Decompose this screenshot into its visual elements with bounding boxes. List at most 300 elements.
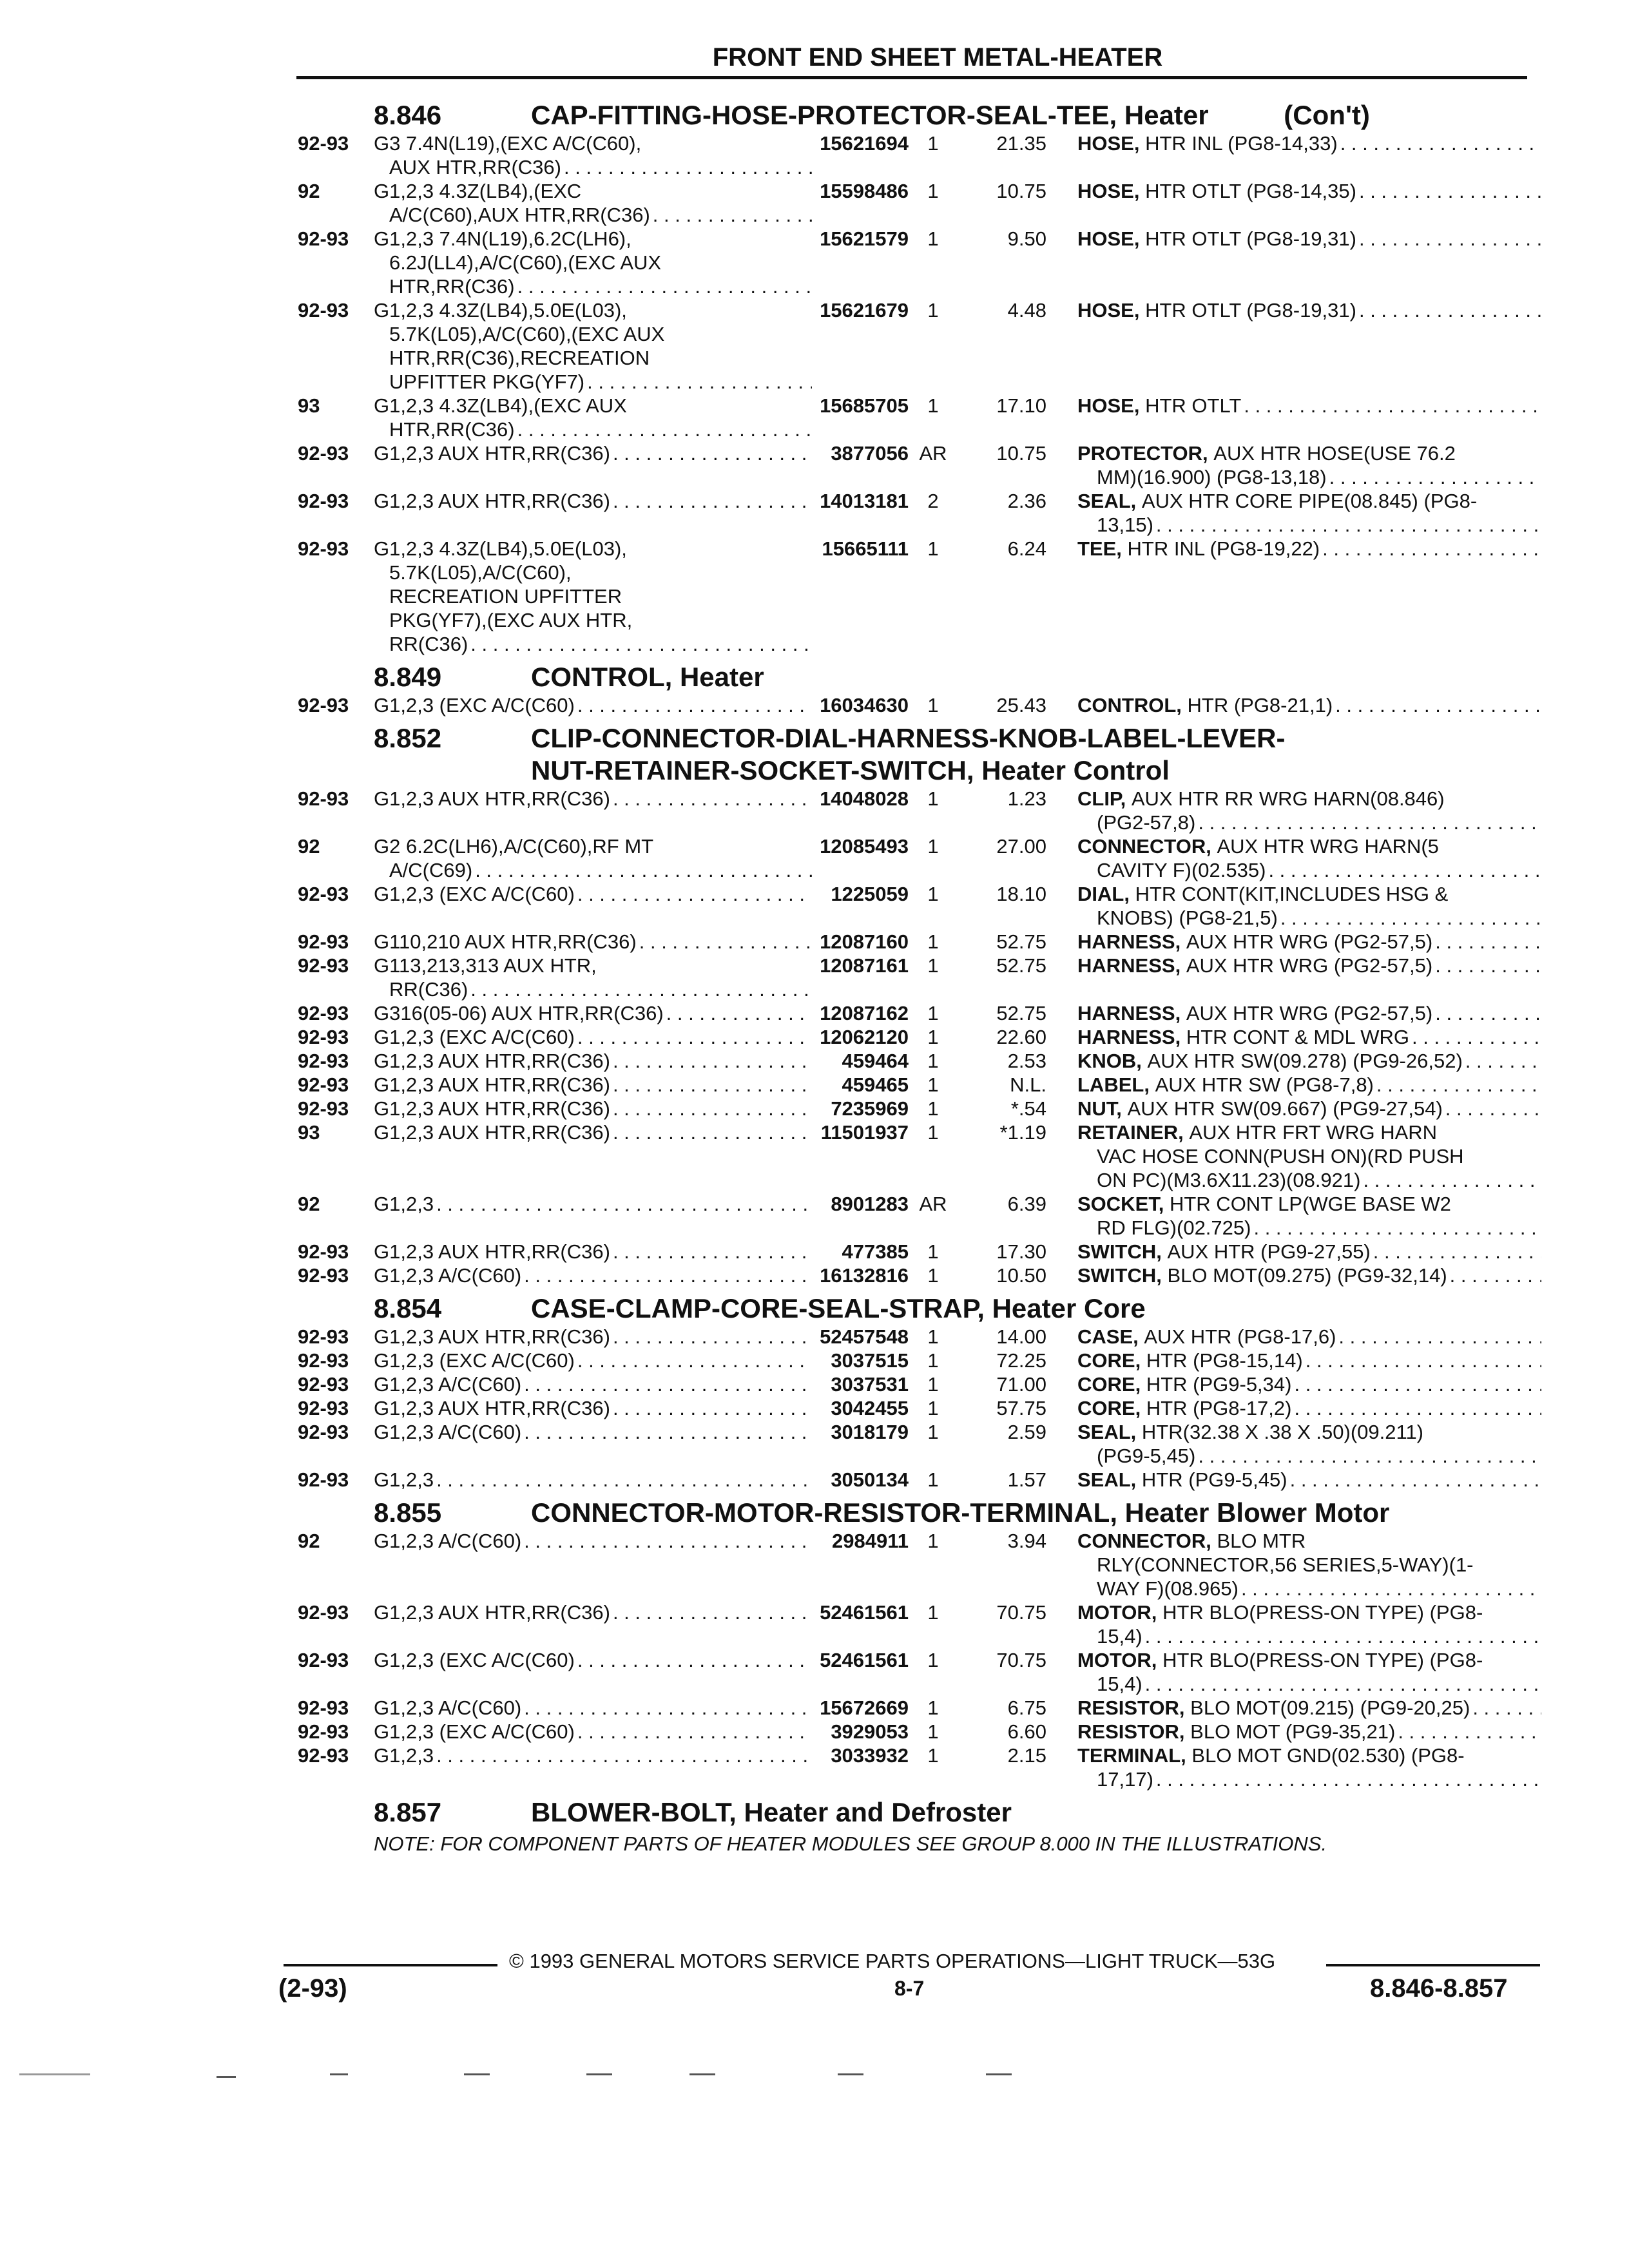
part-name-noun: KNOB,	[1077, 1050, 1142, 1072]
usage-line	[374, 537, 812, 561]
part-number: 477385	[842, 1240, 909, 1263]
spacer	[1122, 537, 1128, 561]
part-number: 1225059	[831, 883, 909, 905]
dot-leader	[1266, 858, 1541, 882]
dot-leader	[1142, 1672, 1541, 1696]
part-name	[1077, 1240, 1541, 1264]
part-row	[298, 1396, 1535, 1420]
part-name-line	[1077, 1624, 1541, 1648]
usage-description	[374, 1240, 812, 1264]
scan-artifact-dash	[19, 2073, 90, 2075]
model-year: 92-93	[298, 132, 349, 155]
model-year: 92-93	[298, 954, 349, 977]
model-year: 92-93	[298, 1397, 349, 1419]
part-name-line	[1077, 1168, 1541, 1192]
part-number: 3929053	[831, 1720, 909, 1743]
part-name	[1077, 1396, 1541, 1420]
part-number: 3033932	[831, 1744, 909, 1767]
dot-leader	[575, 1025, 812, 1049]
model-year: 92-93	[298, 1649, 349, 1671]
usage-description	[374, 298, 812, 394]
part-name-noun: SEAL,	[1077, 1421, 1137, 1443]
usage-text: G1,2,3 4.3Z(LB4),(EXC AUX	[374, 394, 627, 417]
part-name-line	[1077, 1372, 1541, 1396]
dot-leader	[561, 155, 812, 179]
section-heading	[298, 1796, 1535, 1829]
model-year: 92-93	[298, 1325, 349, 1348]
usage-description	[374, 1325, 812, 1349]
usage-line	[374, 489, 812, 513]
price: 71.00	[996, 1373, 1046, 1396]
usage-line	[374, 179, 812, 203]
dot-leader	[515, 418, 812, 441]
part-name-noun: CORE,	[1077, 1397, 1141, 1419]
usage-line	[374, 441, 812, 465]
part-name-text: 15,4)	[1097, 1625, 1142, 1648]
part-row	[298, 1192, 1535, 1240]
part-name-text: HTR BLO(PRESS-ON TYPE) (PG8-	[1162, 1649, 1483, 1671]
dot-leader	[1451, 1192, 1541, 1216]
part-name-text: HTR CONT(KIT,INCLUDES HSG &	[1135, 883, 1449, 905]
usage-description	[374, 1192, 812, 1216]
model-year: 92-93	[298, 1026, 349, 1048]
part-name-text: BLO MOT GND(02.530) (PG8-	[1191, 1744, 1465, 1767]
part-number: 16132816	[820, 1264, 909, 1287]
price: 1.23	[1007, 787, 1046, 810]
price: 27.00	[996, 835, 1046, 858]
part-name-line	[1077, 1216, 1541, 1240]
model-year: 92-93	[298, 1696, 349, 1719]
section-number: 8.857	[374, 1797, 442, 1827]
part-row	[298, 394, 1535, 441]
usage-line	[374, 251, 812, 274]
usage-line	[374, 561, 812, 584]
part-name-line	[1077, 1444, 1541, 1468]
section-title	[531, 1497, 1535, 1529]
part-name-text: BLO MOT(09.215) (PG9-20,25)	[1190, 1696, 1470, 1719]
section-title-text: CAP-FITTING-HOSE-PROTECTOR-SEAL-TEE, Heater (Con't)	[531, 100, 1370, 130]
part-row	[298, 131, 1535, 179]
usage-line	[374, 203, 812, 227]
part-name-line	[1077, 1720, 1541, 1744]
model-years	[298, 1372, 374, 1396]
quantity: 1	[927, 1121, 939, 1144]
model-year: 92-93	[298, 227, 349, 250]
price: 21.35	[996, 132, 1046, 155]
part-name-noun: HARNESS,	[1077, 930, 1181, 953]
model-year: 92-93	[298, 1744, 349, 1767]
spacer	[1185, 1696, 1191, 1720]
section-title-text: CONNECTOR-MOTOR-RESISTOR-TERMINAL, Heater Blower Motor	[531, 1497, 1390, 1528]
part-name-noun: TERMINAL,	[1077, 1744, 1186, 1767]
dot-leader	[468, 977, 812, 1001]
part-name-text: WAY F)(08.965)	[1097, 1577, 1239, 1600]
part-name-text: AUX HTR WRG (PG2-57,5)	[1186, 1002, 1433, 1024]
price: 17.30	[996, 1240, 1046, 1263]
part-row	[298, 954, 1535, 1001]
model-years	[298, 1120, 374, 1144]
part-name	[1077, 1529, 1541, 1600]
quantity: 1	[927, 1373, 939, 1396]
part-name-noun: CORE,	[1077, 1349, 1141, 1372]
usage-description	[374, 1744, 812, 1767]
model-year: 92-93	[298, 883, 349, 905]
spacer	[1150, 1073, 1155, 1097]
part-name-line	[1077, 1767, 1541, 1791]
usage-line	[374, 418, 812, 441]
quantity: 1	[927, 1264, 939, 1287]
usage-line	[374, 1325, 812, 1349]
dot-leader	[575, 1720, 812, 1744]
part-name-noun: SEAL,	[1077, 490, 1137, 512]
part-name-text: AUX HTR WRG (PG2-57,5)	[1186, 930, 1433, 953]
usage-text: A/C(C69)	[389, 859, 473, 881]
part-name-text: BLO MOT (PG9-35,21)	[1190, 1720, 1396, 1743]
model-years	[298, 1049, 374, 1073]
model-years	[298, 1001, 374, 1025]
part-name-line	[1077, 394, 1541, 418]
spacer	[1208, 441, 1214, 465]
model-years	[298, 441, 374, 465]
model-year: 92-93	[298, 930, 349, 953]
spacer	[1157, 1600, 1162, 1624]
usage-text: AUX HTR,RR(C36)	[389, 156, 561, 178]
usage-text: G1,2,3 4.3Z(LB4),(EXC	[374, 180, 582, 202]
part-name-line	[1077, 1097, 1541, 1120]
part-number: 12087160	[820, 930, 909, 953]
part-row	[298, 1744, 1535, 1791]
model-years	[298, 179, 374, 203]
part-row	[298, 1349, 1535, 1372]
usage-line	[374, 370, 812, 394]
section-title-line	[531, 1796, 1535, 1829]
part-name	[1077, 882, 1541, 930]
model-year: 92-93	[298, 1720, 349, 1743]
quantity: 1	[927, 299, 939, 322]
part-name-text: 15,4)	[1097, 1673, 1142, 1695]
part-name-text: CAVITY F)(02.535)	[1097, 859, 1266, 881]
part-name-noun: NUT,	[1077, 1097, 1122, 1120]
part-row	[298, 1468, 1535, 1492]
spacer	[1139, 131, 1145, 155]
part-row	[298, 1097, 1535, 1120]
dot-leader	[1360, 1168, 1541, 1192]
part-row	[298, 1001, 1535, 1025]
part-name-text: HTR CONT LP(WGE BASE W2	[1169, 1193, 1451, 1215]
part-name-text: HTR CONT & MDL WRG	[1186, 1026, 1409, 1048]
usage-description	[374, 1696, 812, 1720]
part-name	[1077, 1120, 1541, 1192]
usage-text: G1,2,3 AUX HTR,RR(C36)	[374, 1121, 610, 1144]
usage-text: HTR,RR(C36)	[389, 275, 515, 298]
dot-leader	[610, 1049, 812, 1073]
dot-leader	[434, 1468, 812, 1492]
part-name-text: AUX HTR CORE PIPE(08.845) (PG8-	[1141, 490, 1478, 512]
part-number: 3037515	[831, 1349, 909, 1372]
dot-leader	[1445, 787, 1541, 811]
quantity: 1	[927, 1696, 939, 1719]
part-name-line	[1077, 1529, 1541, 1553]
model-years	[298, 1264, 374, 1287]
usage-line	[374, 977, 812, 1001]
model-year: 92-93	[298, 1349, 349, 1372]
part-name-noun: PROTECTOR,	[1077, 442, 1208, 465]
usage-text: G1,2,3 (EXC A/C(C60)	[374, 1720, 575, 1743]
part-name-noun: RESISTOR,	[1077, 1720, 1185, 1743]
usage-line	[374, 1025, 812, 1049]
footer-rule-left	[284, 1964, 497, 1966]
section-heading	[298, 722, 1535, 787]
part-row	[298, 1120, 1535, 1192]
model-years	[298, 1192, 374, 1216]
part-name-text: BLO MTR	[1217, 1530, 1306, 1552]
usage-line	[374, 1240, 812, 1264]
part-number: 459465	[842, 1073, 909, 1096]
part-name-line	[1077, 1553, 1541, 1577]
part-number: 12087162	[820, 1002, 909, 1024]
part-name	[1077, 179, 1541, 203]
quantity: AR	[919, 1193, 947, 1215]
part-name-line	[1077, 1049, 1541, 1073]
price: 10.75	[996, 442, 1046, 465]
part-name-noun: HOSE,	[1077, 227, 1140, 250]
part-name	[1077, 394, 1541, 418]
model-years	[298, 1648, 374, 1672]
part-name-line	[1077, 1349, 1541, 1372]
usage-line	[374, 1600, 812, 1624]
part-name-text: AUX HTR HOSE(USE 76.2	[1213, 442, 1456, 465]
footer-rule-right	[1326, 1964, 1540, 1966]
part-name	[1077, 1192, 1541, 1240]
model-years	[298, 1529, 374, 1553]
model-years	[298, 489, 374, 513]
part-name	[1077, 930, 1541, 954]
part-name-line	[1077, 954, 1541, 977]
dot-leader	[641, 131, 812, 155]
price: 10.75	[996, 180, 1046, 202]
part-name-noun: CASE,	[1077, 1325, 1139, 1348]
quantity: 1	[927, 1050, 939, 1072]
part-number: 15598486	[820, 180, 909, 202]
quantity: 1	[927, 694, 939, 716]
section-title	[531, 1796, 1535, 1829]
dot-leader	[627, 537, 812, 561]
usage-description	[374, 227, 812, 298]
quantity: 1	[927, 1601, 939, 1624]
usage-text: G1,2,3	[374, 1193, 434, 1215]
part-name-text: RD FLG)(02.725)	[1097, 1216, 1251, 1239]
part-name	[1077, 1349, 1541, 1372]
part-name-line	[1077, 1744, 1541, 1767]
part-number: 15685705	[820, 394, 909, 417]
usage-text: G1,2,3 AUX HTR,RR(C36)	[374, 1097, 610, 1120]
price: 70.75	[996, 1601, 1046, 1624]
part-name	[1077, 1264, 1541, 1287]
part-number: 12087161	[820, 954, 909, 977]
part-name-noun: SWITCH,	[1077, 1264, 1162, 1287]
part-number: 3877056	[831, 442, 909, 465]
dot-leader	[521, 1696, 812, 1720]
part-name-noun: RETAINER,	[1077, 1121, 1184, 1144]
part-row	[298, 1372, 1535, 1396]
dot-leader	[1306, 1529, 1541, 1553]
part-name-text: 17,17)	[1097, 1768, 1153, 1791]
part-name-text: HTR INL (PG8-14,33)	[1145, 132, 1338, 155]
usage-text: G1,2,3 A/C(C60)	[374, 1696, 522, 1719]
dot-leader	[631, 227, 812, 251]
spacer	[1136, 489, 1142, 513]
part-number: 14048028	[820, 787, 909, 810]
price: 6.39	[1007, 1193, 1046, 1215]
quantity: 1	[927, 1397, 939, 1419]
part-name-line	[1077, 298, 1541, 322]
usage-description	[374, 1420, 812, 1444]
model-year: 92-93	[298, 442, 349, 465]
dot-leader	[521, 1529, 812, 1553]
part-name-line	[1077, 1240, 1541, 1264]
dot-leader	[575, 882, 812, 906]
part-name	[1077, 834, 1541, 882]
dot-leader	[434, 1744, 812, 1767]
dot-leader	[1356, 227, 1541, 251]
usage-text: RR(C36)	[389, 633, 468, 655]
model-year: 92-93	[298, 490, 349, 512]
model-years	[298, 1744, 374, 1767]
usage-text: G1,2,3 A/C(C60)	[374, 1264, 522, 1287]
dot-leader	[1463, 1049, 1541, 1073]
part-row	[298, 1325, 1535, 1349]
quantity: 1	[927, 1097, 939, 1120]
part-row	[298, 179, 1535, 227]
section-number: 8.849	[374, 662, 442, 692]
model-years	[298, 131, 374, 155]
section-number: 8.855	[374, 1497, 442, 1528]
price: 14.00	[996, 1325, 1046, 1348]
part-row	[298, 537, 1535, 656]
part-name	[1077, 1468, 1541, 1492]
usage-line	[374, 954, 812, 977]
part-row	[298, 1049, 1535, 1073]
part-name-text: (PG2-57,8)	[1097, 811, 1196, 834]
part-name-noun: SOCKET,	[1077, 1193, 1164, 1215]
part-name-noun: HARNESS,	[1077, 954, 1181, 977]
part-name-line	[1077, 1600, 1541, 1624]
part-row	[298, 787, 1535, 834]
part-name-line	[1077, 227, 1541, 251]
dot-leader	[472, 858, 812, 882]
part-name	[1077, 227, 1541, 251]
usage-text: G1,2,3 A/C(C60)	[374, 1373, 522, 1396]
spacer	[1141, 1396, 1146, 1420]
dot-leader	[1477, 489, 1541, 513]
part-name-noun: CORE,	[1077, 1373, 1141, 1396]
quantity: 1	[927, 1026, 939, 1048]
quantity: 1	[927, 132, 939, 155]
spacer	[1181, 1001, 1186, 1025]
usage-text: G316(05-06) AUX HTR,RR(C36)	[374, 1002, 664, 1024]
part-number: 16034630	[820, 694, 909, 716]
section-heading	[298, 661, 1535, 693]
dot-leader	[650, 346, 812, 370]
spacer	[1181, 1025, 1186, 1049]
part-name-line	[1077, 882, 1541, 906]
quantity: 1	[927, 1421, 939, 1443]
dot-leader	[1483, 1600, 1541, 1624]
usage-text: G1,2,3 7.4N(L19),6.2C(LH6),	[374, 227, 631, 250]
note-text: NOTE: FOR COMPONENT PARTS OF HEATER MODULES SEE GROUP 8.000 IN THE ILLUSTRATIONS.	[374, 1832, 1327, 1855]
usage-description	[374, 1073, 812, 1097]
dot-leader	[521, 1372, 812, 1396]
usage-line	[374, 394, 812, 418]
price: 52.75	[996, 1002, 1046, 1024]
dot-leader	[610, 1073, 812, 1097]
usage-line	[374, 298, 812, 322]
model-year: 92-93	[298, 694, 349, 716]
quantity: 1	[927, 394, 939, 417]
usage-line	[374, 693, 812, 717]
part-name-line	[1077, 693, 1541, 717]
price: 18.10	[996, 883, 1046, 905]
part-name-noun: MOTOR,	[1077, 1601, 1157, 1624]
usage-description	[374, 1372, 812, 1396]
quantity: 1	[927, 227, 939, 250]
dot-leader	[434, 1192, 812, 1216]
model-year: 93	[298, 1121, 320, 1144]
spacer	[1185, 1720, 1191, 1744]
model-year: 92-93	[298, 1050, 349, 1072]
part-number: 3018179	[831, 1421, 909, 1443]
usage-line	[374, 1720, 812, 1744]
dot-leader	[1443, 1097, 1541, 1120]
dot-leader	[1336, 1325, 1541, 1349]
price: 3.94	[1007, 1530, 1046, 1552]
part-name	[1077, 1744, 1541, 1791]
quantity: 1	[927, 1325, 939, 1348]
spacer	[1184, 1120, 1190, 1144]
part-name-noun: DIAL,	[1077, 883, 1130, 905]
dot-leader	[597, 954, 812, 977]
scan-artifact-dash	[586, 2073, 612, 2075]
dot-leader	[610, 489, 812, 513]
quantity: 1	[927, 180, 939, 202]
dot-leader	[521, 1420, 812, 1444]
model-year: 92-93	[298, 1601, 349, 1624]
quantity: 2	[927, 490, 939, 512]
part-name	[1077, 1097, 1541, 1120]
model-year: 92-93	[298, 299, 349, 322]
part-row	[298, 1420, 1535, 1468]
dot-leader	[1320, 537, 1541, 561]
part-name-noun: LABEL,	[1077, 1073, 1150, 1096]
dot-leader	[572, 561, 812, 584]
part-name-text: AUX HTR WRG (PG2-57,5)	[1186, 954, 1433, 977]
dot-leader	[1374, 1073, 1541, 1097]
part-name-text: 13,15)	[1097, 514, 1153, 536]
model-years	[298, 1396, 374, 1420]
model-year: 92-93	[298, 1468, 349, 1491]
section-title	[531, 1293, 1535, 1325]
model-year: 92-93	[298, 1073, 349, 1096]
usage-description	[374, 489, 812, 513]
dot-leader	[1356, 298, 1541, 322]
part-name	[1077, 1372, 1541, 1396]
part-name-line	[1077, 787, 1541, 811]
part-number: 15621579	[820, 227, 909, 250]
usage-text: G1,2,3 AUX HTR,RR(C36)	[374, 1240, 610, 1263]
dot-leader	[575, 693, 812, 717]
dot-leader	[575, 1648, 812, 1672]
usage-line	[374, 1264, 812, 1287]
